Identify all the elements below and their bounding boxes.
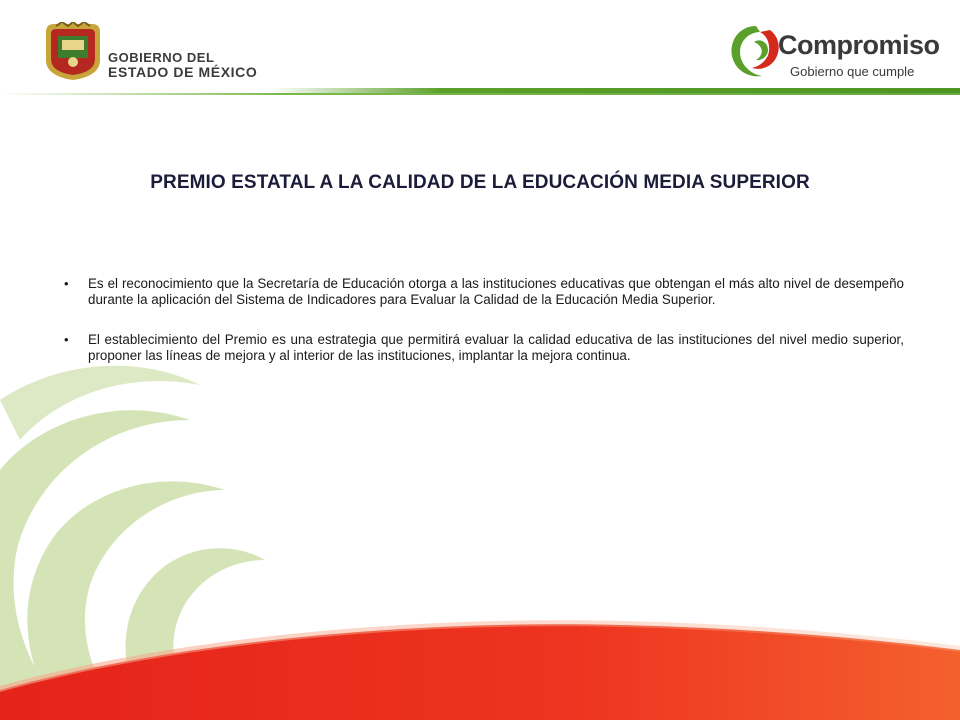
slide-header — [0, 0, 960, 100]
header-divider-thin — [0, 93, 960, 95]
bullet-list — [64, 276, 904, 388]
campaign-title: Compromiso — [778, 30, 940, 60]
bullet-text: Es el reconocimiento que la Secretaría de Educación otorga a las instituciones educativas que obtengan el más alto nivel de desempeño durante la aplicación del Sistema de Indicadores para Evaluar la Calidad de la Educación Media Superior. — [88, 276, 904, 307]
government-line-1: GOBIERNO DEL — [108, 50, 215, 65]
government-line-2: ESTADO DE MÉXICO — [108, 64, 258, 80]
bullet-glyph: • — [64, 332, 69, 347]
bullet-text: El establecimiento del Premio es una estrategia que permitirá evaluar la calidad educativa de las instituciones del nivel medio superior, proponer las líneas de mejora y al interior de las instituciones, implantar la mejora continua. — [88, 332, 904, 363]
bullet-item — [64, 276, 904, 308]
campaign-subtitle: Gobierno que cumple — [790, 64, 915, 79]
bullet-item — [64, 332, 904, 364]
slide-title: PREMIO ESTATAL A LA CALIDAD DE LA EDUCACIÓN MEDIA SUPERIOR — [150, 172, 810, 193]
bullet-glyph: • — [64, 276, 69, 291]
government-name — [108, 50, 257, 80]
